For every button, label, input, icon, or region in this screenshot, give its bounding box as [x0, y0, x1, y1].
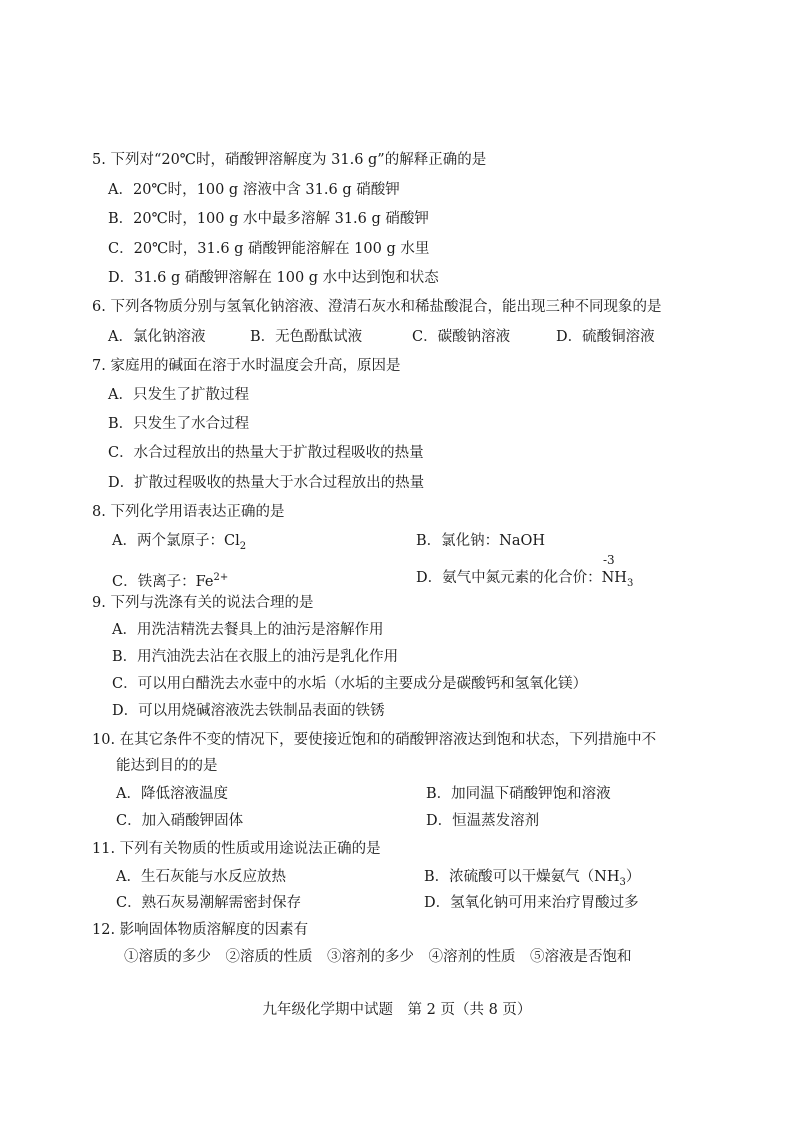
q11-stem: 11. 下列有关物质的性质或用途说法正确的是 — [92, 841, 381, 857]
q10-stem-line1: 10. 在其它条件不变的情况下，要使接近饱和的硝酸钾溶液达到饱和状态，下列措施中不 — [92, 732, 657, 748]
q11-option-a: A．生石灰能与水反应放热 — [116, 869, 286, 885]
q9-stem: 9. 下列与洗涤有关的说法合理的是 — [92, 595, 314, 611]
q7-option-a: A．只发生了扩散过程 — [108, 387, 249, 403]
q8-option-c: C．铁离子：$Fe^{2+}$ — [112, 572, 229, 590]
q10-stem-line2: 能达到目的的是 — [116, 758, 218, 774]
q9-option-d: D．可以用烧碱溶液洗去铁制品表面的铁锈 — [112, 703, 385, 719]
q8-valence-mark: -3 — [603, 553, 615, 567]
q5-option-a: A．20℃时，100 g 溶液中含 31.6 g 硝酸钾 — [108, 182, 400, 198]
q12-items: ①溶质的多少 ②溶质的性质 ③溶剂的多少 ④溶剂的性质 ⑤溶液是否饱和 — [124, 949, 632, 965]
q9-option-b: B．用汽油洗去沾在衣服上的油污是乳化作用 — [112, 649, 399, 665]
q6-stem: 6. 下列各物质分别与氢氧化钠溶液、澄清石灰水和稀盐酸混合，能出现三种不同现象的是 — [92, 299, 662, 315]
q6-option-d: D．硫酸铜溶液 — [556, 329, 655, 345]
q8-option-b: B．氯化钠：NaOH — [416, 533, 546, 549]
q5-option-c: C．20℃时，31.6 g 硝酸钾能溶解在 100 g 水里 — [108, 241, 430, 257]
q11-option-c: C．熟石灰易潮解需密封保存 — [116, 895, 302, 911]
q12-stem: 12. 影响固体物质溶解度的因素有 — [92, 922, 309, 938]
q10-option-c: C．加入硝酸钾固体 — [116, 813, 244, 829]
q7-option-b: B．只发生了水合过程 — [108, 416, 250, 432]
q8-option-a: A．两个氯原子：$Cl_2$ — [112, 533, 247, 552]
q7-option-d: D．扩散过程吸收的热量大于水合过程放出的热量 — [108, 475, 425, 491]
q11-option-d: D．氢氧化钠可用来治疗胃酸过多 — [424, 895, 639, 911]
q10-option-b: B．加同温下硝酸钾饱和溶液 — [426, 786, 611, 802]
q5-option-b: B．20℃时，100 g 水中最多溶解 31.6 g 硝酸钾 — [108, 211, 429, 227]
q5-option-d: D．31.6 g 硝酸钾溶解在 100 g 水中达到饱和状态 — [108, 270, 439, 286]
q7-option-c: C．水合过程放出的热量大于扩散过程吸收的热量 — [108, 445, 424, 461]
q10-option-d: D．恒温蒸发溶剂 — [426, 813, 540, 829]
q6-option-b: B．无色酚酞试液 — [250, 329, 363, 345]
q6-option-c: C．碳酸钠溶液 — [412, 329, 511, 345]
q9-option-a: A．用洗洁精洗去餐具上的油污是溶解作用 — [112, 622, 384, 638]
q11-option-b: B．浓硫酸可以干燥氨气$(NH_3)$ — [424, 869, 641, 888]
q8-option-d: D．氨气中氮元素的化合价：$NH_3$ — [416, 570, 634, 589]
q9-option-c: C．可以用白醋洗去水壶中的水垢（水垢的主要成分是碳酸钙和氢氧化镁） — [112, 676, 588, 692]
q10-option-a: A．降低溶液温度 — [116, 786, 228, 802]
q7-stem: 7. 家庭用的碱面在溶于水时温度会升高，原因是 — [92, 358, 401, 374]
q5-stem: 5. 下列对“20℃时，硝酸钾溶解度为 31.6 g”的解释正确的是 — [92, 152, 487, 168]
page-footer: 九年级化学期中试题 第 2 页（共 8 页） — [262, 1002, 532, 1018]
q6-option-a: A．氯化钠溶液 — [108, 329, 206, 345]
q8-stem: 8. 下列化学用语表达正确的是 — [92, 504, 285, 520]
